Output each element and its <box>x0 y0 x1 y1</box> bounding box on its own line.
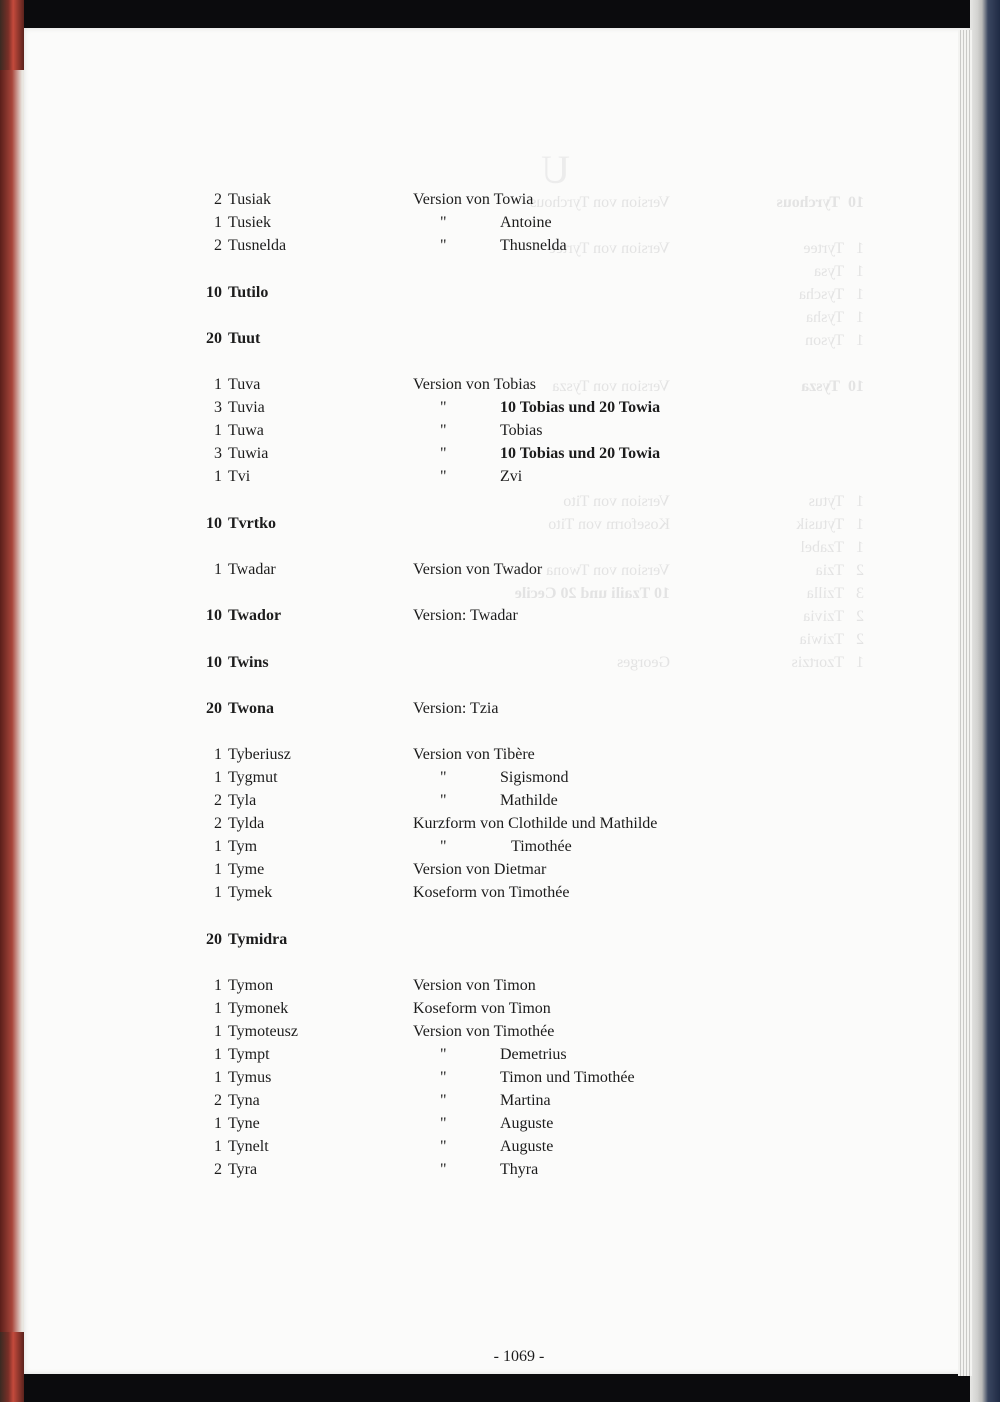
entry-description: Version von Twador <box>413 561 543 578</box>
entry-reference: Tobias <box>500 422 543 439</box>
ditto-mark: " <box>440 838 447 855</box>
entry-name: Tymonek <box>228 1000 289 1017</box>
entry-name: Tuva <box>228 376 261 393</box>
entry-name: Tusiek <box>228 214 271 231</box>
entry-name: Tygmut <box>228 769 278 786</box>
entry-description: Version von Towia <box>413 191 534 208</box>
entry-count: 10 <box>206 284 222 301</box>
entry-name: Tyra <box>228 1161 258 1178</box>
entry-name: Tym <box>228 838 258 855</box>
ditto-mark: " <box>440 1138 447 1155</box>
entry-count: 1 <box>214 1138 222 1155</box>
entry-count: 1 <box>214 977 222 994</box>
entry-name: Tuut <box>228 330 261 347</box>
entry-description: Version von Timon <box>413 977 536 994</box>
entry-reference: Martina <box>500 1092 551 1109</box>
entry-name: Tuwia <box>228 445 269 462</box>
entry-count: 10 <box>206 607 222 624</box>
entry-description: Version von Tobias <box>413 376 537 393</box>
entry-count: 1 <box>214 376 222 393</box>
entry-count: 1 <box>214 1115 222 1132</box>
entry-name: Tyne <box>228 1115 260 1132</box>
entry-reference: Auguste <box>500 1115 554 1132</box>
ditto-mark: " <box>440 1069 447 1086</box>
entry-reference: Thyra <box>500 1161 539 1178</box>
entry-name: Tvi <box>228 468 251 485</box>
entry-count: 1 <box>214 468 222 485</box>
entry-reference: Timon und Timothée <box>500 1069 635 1086</box>
entry-name: Tuwa <box>228 422 264 439</box>
entry-name: Tympt <box>228 1046 270 1063</box>
entry-name: Tymon <box>228 977 274 994</box>
entry-count: 3 <box>214 445 222 462</box>
entry-description: Kurzform von Clothilde und Mathilde <box>413 815 658 832</box>
entry-reference: Mathilde <box>500 792 558 809</box>
book-spine-right <box>970 0 1000 1402</box>
entry-reference: Timothée <box>511 838 572 855</box>
page-edges <box>958 30 972 1376</box>
entry-name: Tyberiusz <box>228 746 291 763</box>
book-spine-left <box>0 0 24 1402</box>
ditto-mark: " <box>440 769 447 786</box>
entry-reference: Zvi <box>500 468 523 485</box>
entry-count: 1 <box>214 769 222 786</box>
entry-description: Koseform von Timothée <box>413 884 570 901</box>
entry-name: Tusnelda <box>228 237 287 254</box>
entry-count: 1 <box>214 1000 222 1017</box>
ditto-mark: " <box>440 214 447 231</box>
entry-count: 1 <box>214 1046 222 1063</box>
entry-count: 3 <box>214 399 222 416</box>
entry-count: 20 <box>206 330 222 347</box>
entry-name: Tymus <box>228 1069 272 1086</box>
entry-name: Tusiak <box>228 191 271 208</box>
entry-name: Tutilo <box>228 284 269 301</box>
entry-reference: Auguste <box>500 1138 554 1155</box>
entry-description: Version von Tibère <box>413 746 535 763</box>
entry-count: 10 <box>206 654 222 671</box>
entry-name: Tymoteusz <box>228 1023 298 1040</box>
entry-reference: Antoine <box>500 214 552 231</box>
entry-count: 2 <box>214 1092 222 1109</box>
ditto-mark: " <box>440 1115 447 1132</box>
entry-description: Koseform von Timon <box>413 1000 551 1017</box>
page-number: - 1069 - <box>493 1348 545 1365</box>
book-page <box>24 28 970 1374</box>
entry-reference: Demetrius <box>500 1046 567 1063</box>
entry-count: 1 <box>214 561 222 578</box>
entry-name: Tvrtko <box>228 515 276 532</box>
entry-count: 1 <box>214 1069 222 1086</box>
entry-count: 1 <box>214 1023 222 1040</box>
ditto-mark: " <box>440 445 447 462</box>
entry-count: 20 <box>206 700 222 717</box>
ditto-mark: " <box>440 399 447 416</box>
ditto-mark: " <box>440 1046 447 1063</box>
entry-name: Tyme <box>228 861 265 878</box>
entry-count: 2 <box>214 237 222 254</box>
entry-name: Tylda <box>228 815 265 832</box>
entry-count: 1 <box>214 884 222 901</box>
entry-count: 10 <box>206 515 222 532</box>
entry-name: Tyla <box>228 792 257 809</box>
entry-count: 2 <box>214 815 222 832</box>
entry-count: 20 <box>206 931 222 948</box>
entry-name: Twins <box>228 654 269 671</box>
ditto-mark: " <box>440 1092 447 1109</box>
entry-count: 1 <box>214 746 222 763</box>
entry-name: Tymek <box>228 884 273 901</box>
entry-reference: 10 Tobias und 20 Towia <box>500 399 661 416</box>
entry-count: 1 <box>214 214 222 231</box>
entry-description: Version von Timothée <box>413 1023 555 1040</box>
ditto-mark: " <box>440 237 447 254</box>
ditto-mark: " <box>440 1161 447 1178</box>
entry-name: Twona <box>228 700 274 717</box>
entry-name: Twadar <box>228 561 276 578</box>
entry-description: Version: Twadar <box>413 607 518 624</box>
bleed-through-text: U 10 Tyrchous Version von Tyrchous 1 Tyrtee Version von Tyrtee 1 Tysa 1 Tyscha 1 Tysha 1 Tyson 10 Tysza Version von Tysza 1 Tytus Version von Tito 1 Tytusik Koseform von Tito 1 Tzabel 2 Tzia Version von Twona 3 Tzilla 10 Tzaili und 20 Cecile 2 Tzivia 2 Tziwia 1 Tzortzis Georges <box>514 147 864 671</box>
entry-count: 1 <box>214 861 222 878</box>
entry-name: Tyna <box>228 1092 260 1109</box>
entry-name: Tynelt <box>228 1138 269 1155</box>
ditto-mark: " <box>440 468 447 485</box>
entry-description: Version: Tzia <box>413 700 499 717</box>
entry-count: 2 <box>214 1161 222 1178</box>
ditto-mark: " <box>440 422 447 439</box>
entry-reference: 10 Tobias und 20 Towia <box>500 445 661 462</box>
entry-name: Tuvia <box>228 399 265 416</box>
entry-reference: Sigismond <box>500 769 569 786</box>
entry-description: Version von Dietmar <box>413 861 547 878</box>
entry-name: Twador <box>228 607 282 624</box>
entry-count: 1 <box>214 422 222 439</box>
entry-count: 1 <box>214 838 222 855</box>
entry-count: 2 <box>214 191 222 208</box>
ditto-mark: " <box>440 792 447 809</box>
entry-name: Tymidra <box>228 931 288 948</box>
entry-reference: Thusnelda <box>500 237 567 254</box>
entry-count: 2 <box>214 792 222 809</box>
